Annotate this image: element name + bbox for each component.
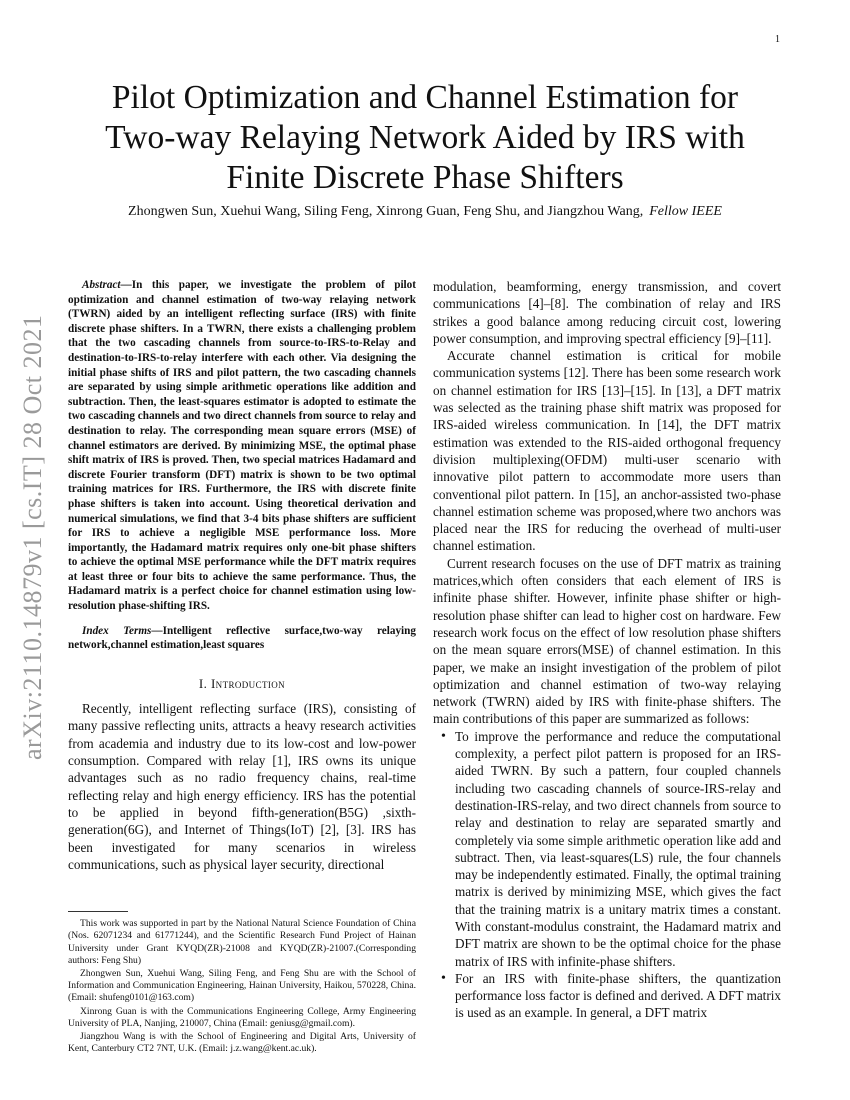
arxiv-stamp: arXiv:2110.14879v1 [cs.IT] 28 Oct 2021 [18,314,47,760]
intro-paragraph-2: Accurate channel estimation is critical for mobile communication systems [12]. There has been some research work on channel estimation for IRS [13]–[15]. In [13], a DFT matrix was selected as the training phase shift matrix was proposed for IRS-aided wireless communication. In [14], the DFT matrix estimation was extended to the RIS-aided orthogonal frequency division multiplexing(OFDM) multi-user scenario with innovative pilot pattern to accommodate more users than conventional pilot pattern. In [15], an anchor-assisted two-phase channel estimation scheme was proposed,where two anchors was placed near the IRS for reducing the overhead of multi-user channel estimation. [433,348,781,554]
section-heading-introduction: I. Introduction [198,675,286,691]
intro-paragraph-3: Current research focuses on the use of DFT matrix as training matrices,which often considers that each element of IRS is infinite phase shifter. However, infinite phase shifter or high-resolution phase shifter can lead to higher cost on hardware. Few research work focus on the effect of low resolution phase shifters on the mean square errors(MSE) of channel estimation. In this paper, we make an insight investigation of the problem of pilot optimization and channel estimation of two-way relaying network (TWRN) aided by IRS with finite-phase shifters. The main contributions of this paper are summarized as follows: [433,555,781,727]
author-fellow: Fellow IEEE [649,204,722,219]
page-number: 1 [775,34,780,45]
contribution-item: • For an IRS with finite-phase shifters, the quantization performance loss factor is defined and derived. A DFT matrix is used as an example. In general, a DFT matrix [455,970,781,1022]
footnote-funding: This work was supported in part by the National Natural Science Foundation of China (Nos. 62071234 and 61771244), and the Scientific Research Fund Project of Hainan University under Grant KYQD(ZR)-21008 and KYQD(ZR)-21007.(Corresponding authors: Feng Shu) [68,918,416,966]
intro-paragraph-1: Recently, intelligent reflecting surface (IRS), consisting of many passive reflecting units, attracts a heavy research activities from academia and industry due to its low-cost and low-power consumption. Compared with relay [1], IRS owns its unique advantages such as no radio frequency chains, real-time reflecting relay and high energy efficiency. IRS has the potential to be applied in beyond fifth-generation(B5G) ,sixth-generation(6G), and Internet of Things(IoT) [2], [3]. IRS has been investigated for many scenarios in wireless communications, such as physical layer security, directional [68,701,416,872]
index-terms-text: —Intelligent reflective surface,two-way relaying network,channel estimation,least squares [68,624,416,652]
author-names: Zhongwen Sun, Xuehui Wang, Siling Feng, Xinrong Guan, Feng Shu, and Jiangzhou Wang, [128,204,644,219]
abstract-text: —In this paper, we investigate the problem of pilot optimization and channel estimation of two-way relaying network (TWRN) aided by an intelligent reflecting surface (IRS) with finite discrete phase shifters. In a TWRN, there exists a challenging problem that the two cascading channels from source-to-IRS-to-Relay and destination-to-IRS-to-relay interfere with each other. Via designing the initial phase shifts of IRS and pilot pattern, the two cascading channels are separated by using simple arithmetic operations like addition and subtraction. Then, the least-squares estimator is adopted to estimate the two cascading channels and two direct channels from source to relay and destination to relay. The corresponding mean square errors (MSE) of channel estimators are derived. By minimizing MSE, the optimal phase shift matrix of IRS is proved. Then, two special matrices Hadamard and discrete Fourier transform (DFT) matrix is shown to be two optimal training matrices for IRS. Furthermore, the IRS with discrete finite phase shifters is taken into account. Using theoretical derivation and numerical simulations, we find that 3-4 bits phase shifters are sufficient for IRS to achieve a negligible MSE performance loss. More importantly, the Hadamard matrix requires only one-bit phase shifters to achieve the optimal MSE performance while the DFT matrix requires at least three or four bits to achieve the same performance. Thus, the Hadamard matrix is a perfect choice for channel estimation using low-resolution phase-shifting IRS. [68,279,416,613]
footnote-divider [68,911,128,912]
paper-title: Pilot Optimization and Channel Estimation for Two-way Relaying Network Aided by IRS with Finite Discrete Phase Shifters [105,79,745,196]
abstract [68,278,416,614]
index-terms [68,624,416,653]
footnote-affiliation-kent: Jiangzhou Wang is with the School of Engineering and Digital Arts, University of Kent, Canterbury CT2 7NT, U.K. (Email: j.z.wang@kent.ac.uk). [68,1030,416,1055]
footnote-affiliation-army: Xinrong Guan is with the Communications Engineering College, Army Engineering University of PLA, Nanjing, 210007, China (Email: geniusg@gmail.com). [68,1005,416,1029]
contributions-list [433,728,781,1022]
right-column [433,278,781,1022]
contribution-item: • To improve the performance and reduce the computational complexity, a perfect pilot pattern is proposed for an IRS-aided TWRN. By such a pattern, four coupled channels including two cascading channels of source-IRS-relay and destination-IRS-relay, and two direct channels from source to relay and destination to relay are separated smartly and completely via some simple arithmetic operation like add and subtract. Then, via least-squares(LS) rule, the four channels may be independently estimated. Finally, the optimal training matrix is derived by minimizing MSE, which gives the fact that the training matrix is a unitary matrix times a constant. With constant-modulus constraint, the Hadamard matrix and DFT matrix are shown to be the optimal choice for the phase matrix of IRS with infinite-phase shifters. [455,728,781,970]
left-column [68,278,416,1056]
intro-paragraph-1-continued: modulation, beamforming, energy transmission, and covert communications [4]–[8]. The combination of relay and IRS strikes a good balance among reducing circuit cost, lowering power consumption, and improving spectral efficiency [9]–[11]. [433,279,781,346]
abstract-label: Abstract [82,279,121,291]
author-line [60,203,790,221]
index-terms-label: Index Terms [82,624,152,637]
footnote-affiliation-hainan: Zhongwen Sun, Xuehui Wang, Siling Feng, and Feng Shu are with the School of Information and Communication Engineering, Hainan University, Haikou, 570228, China.(Email: shufeng0101@163.com) [68,967,416,1004]
